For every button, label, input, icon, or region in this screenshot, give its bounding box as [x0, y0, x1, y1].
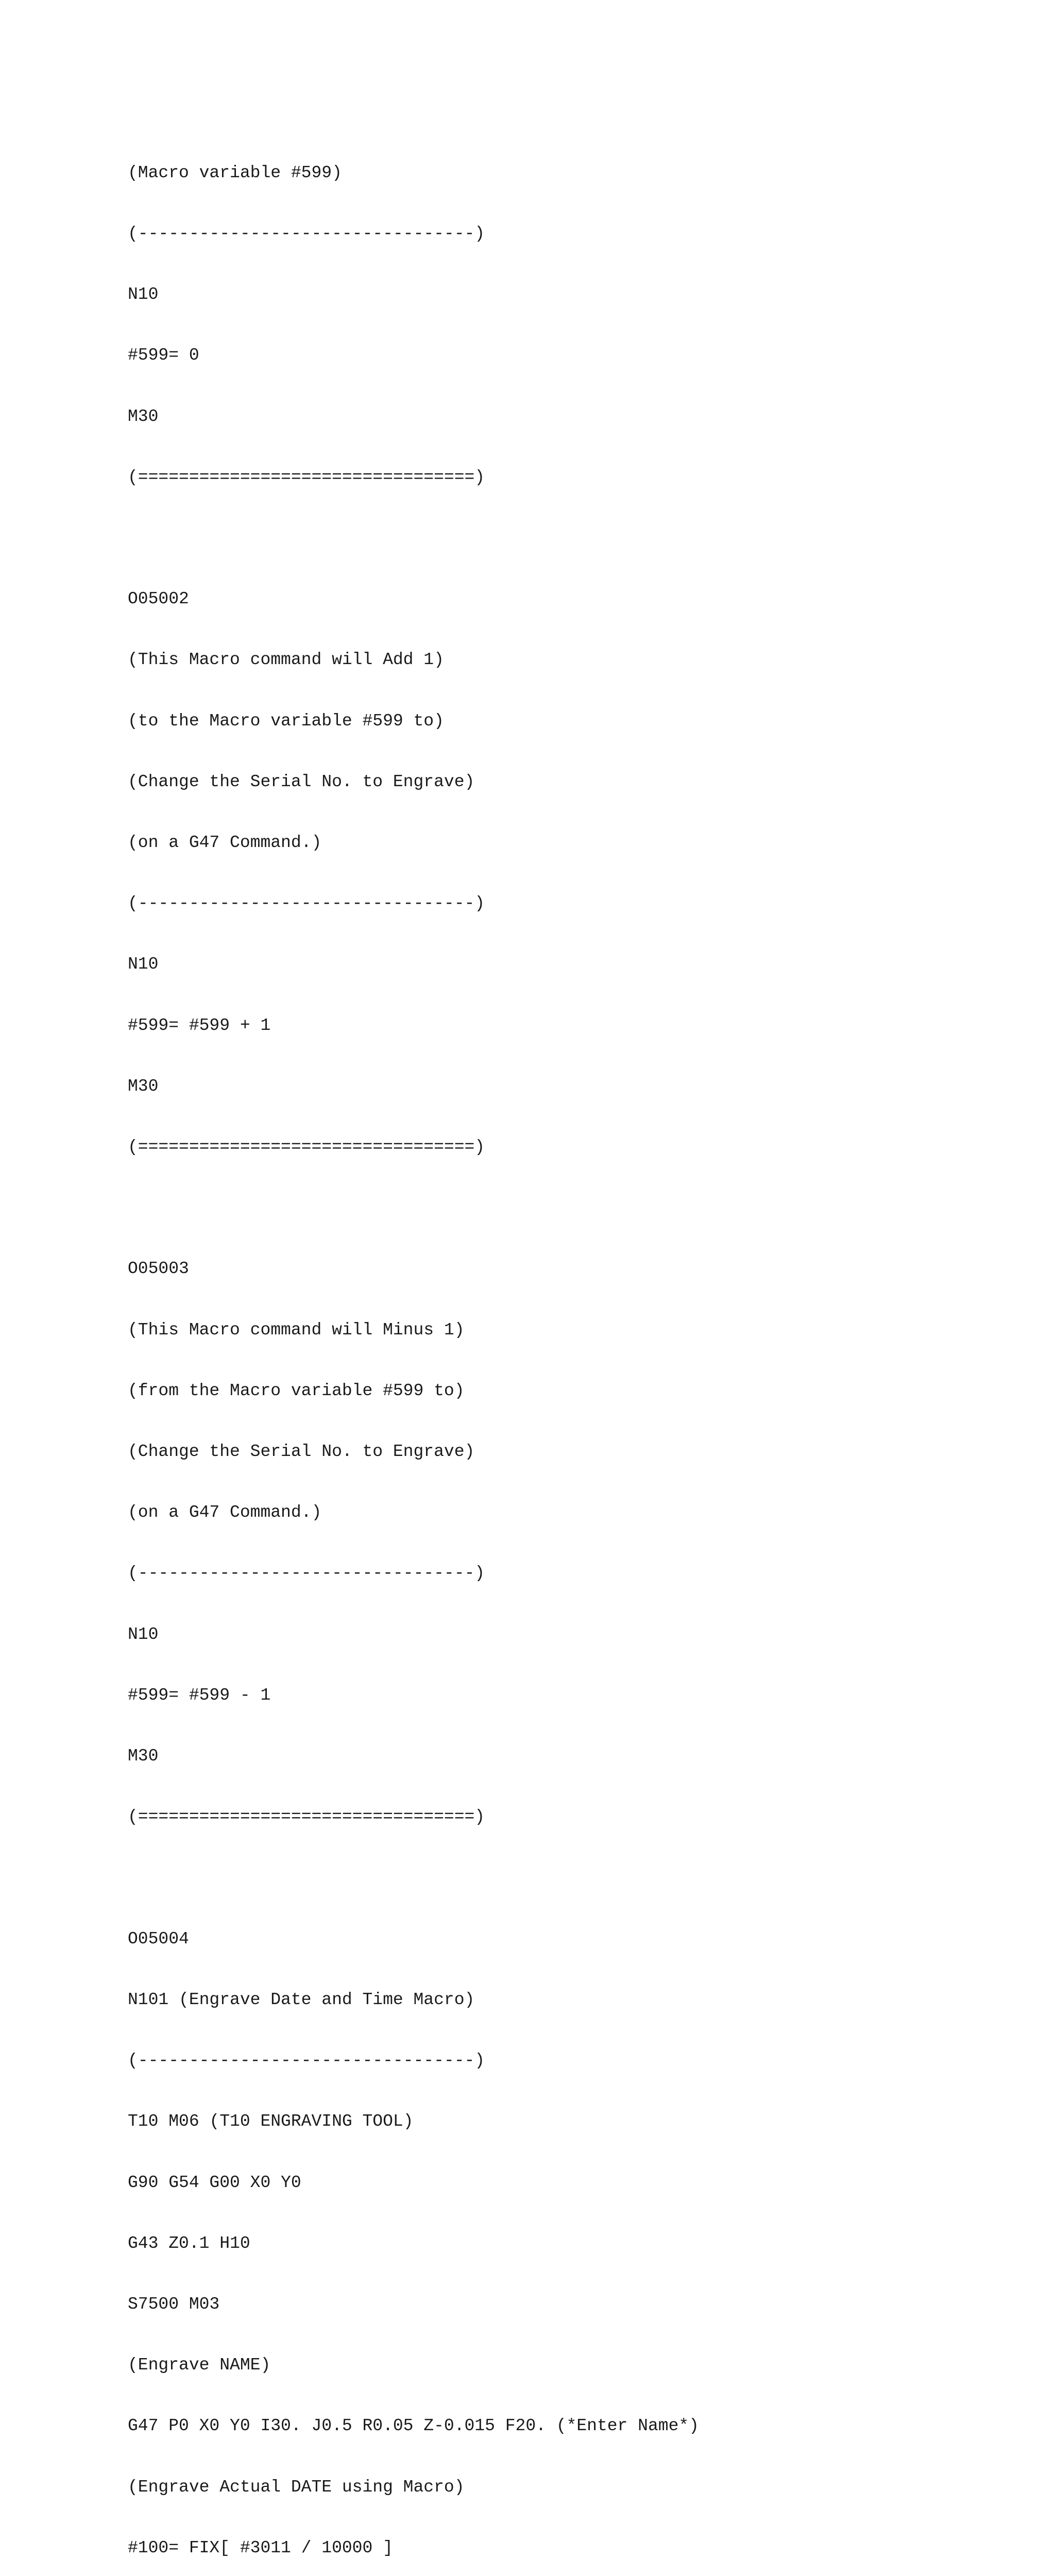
code-line: (=================================)	[128, 1138, 485, 1157]
blank-line	[128, 528, 699, 548]
gcode-listing	[128, 122, 699, 2576]
code-line: (on a G47 Command.)	[128, 1503, 322, 1522]
code-line: #599= 0	[128, 346, 199, 365]
code-line: (=================================)	[128, 1807, 485, 1827]
code-line: #599= #599 + 1	[128, 1015, 271, 1035]
code-line: G90 G54 G00 X0 Y0	[128, 2173, 301, 2192]
code-line: (This Macro command will Minus 1)	[128, 1320, 465, 1340]
code-line: T10 M06 (T10 ENGRAVING TOOL)	[128, 2112, 414, 2131]
code-line: G43 Z0.1 H10	[128, 2233, 250, 2253]
code-line: (This Macro command will Add 1)	[128, 650, 444, 670]
code-line: (to the Macro variable #599 to)	[128, 711, 444, 731]
code-line: O05003	[128, 1259, 189, 1279]
code-line: (Macro variable #599)	[128, 163, 342, 182]
code-line: (Engrave Actual DATE using Macro)	[128, 2477, 465, 2497]
code-line: (Change the Serial No. to Engrave)	[128, 772, 475, 791]
code-line: #100= FIX[ #3011 / 10000 ]	[128, 2538, 393, 2557]
code-line: (from the Macro variable #599 to)	[128, 1381, 465, 1400]
blank-line	[128, 1868, 699, 1888]
code-line: (---------------------------------)	[128, 1564, 485, 1583]
code-line: M30	[128, 1076, 159, 1096]
code-line: G47 P0 X0 Y0 I30. J0.5 R0.05 Z-0.015 F20. (*Enter Name*)	[128, 2416, 699, 2436]
code-line: (---------------------------------)	[128, 2051, 485, 2071]
code-line: #599= #599 - 1	[128, 1685, 271, 1705]
code-line: (=================================)	[128, 467, 485, 487]
code-line: O05002	[128, 589, 189, 609]
code-line: N10	[128, 285, 159, 304]
code-line: N101 (Engrave Date and Time Macro)	[128, 1990, 475, 2009]
code-line: S7500 M03	[128, 2294, 220, 2314]
code-line: O05004	[128, 1929, 189, 1948]
code-line: (Engrave NAME)	[128, 2355, 271, 2375]
code-line: M30	[128, 406, 159, 426]
code-line: (---------------------------------)	[128, 224, 485, 244]
code-line: M30	[128, 1747, 159, 1766]
code-line: (---------------------------------)	[128, 894, 485, 913]
code-line: (on a G47 Command.)	[128, 833, 322, 853]
blank-line	[128, 1198, 699, 1218]
code-line: N10	[128, 955, 159, 974]
code-line: N10	[128, 1624, 159, 1644]
code-line: (Change the Serial No. to Engrave)	[128, 1442, 475, 1462]
